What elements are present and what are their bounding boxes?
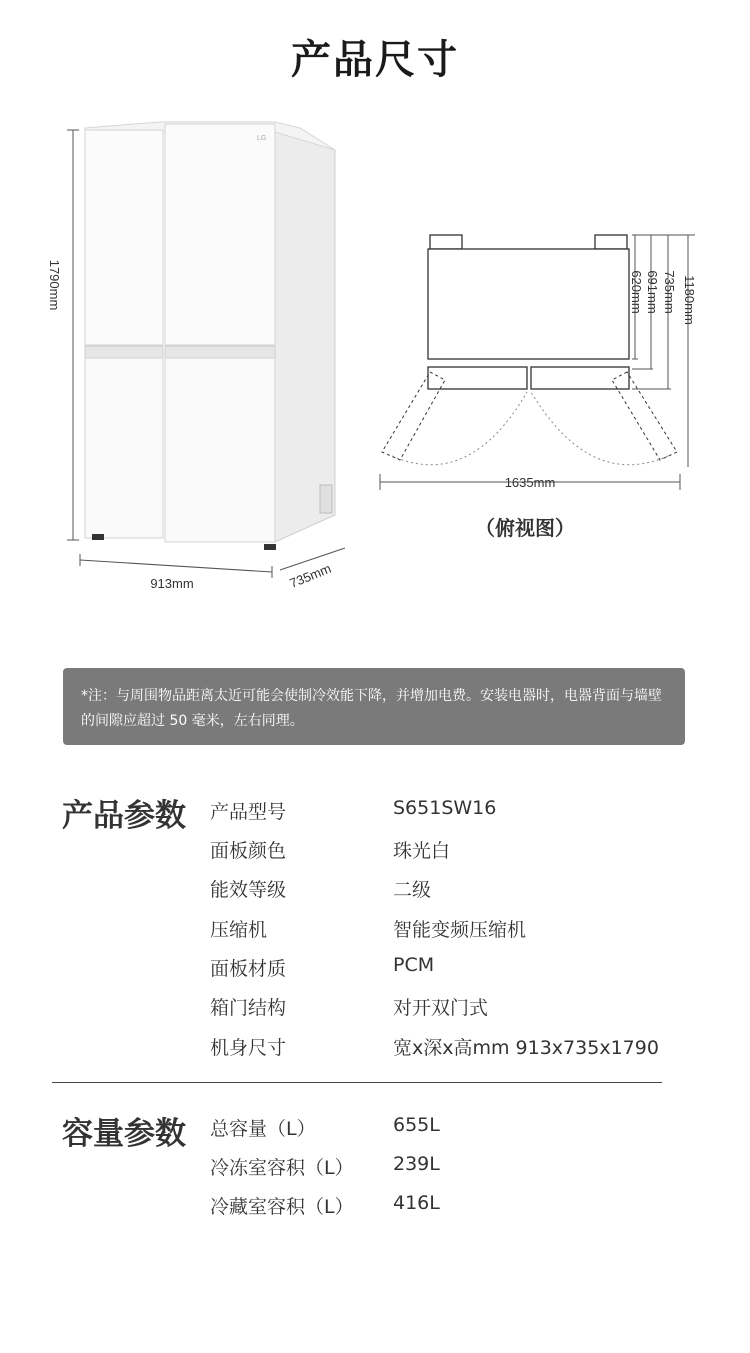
spec-value: 239L [393,1153,440,1175]
depth-label-691: 691mm [645,270,660,314]
spec-row [0,1192,750,1222]
spec-row [0,993,750,1023]
spec-value: 416L [393,1192,440,1214]
fridge-top-view-diagram [370,220,750,560]
spec-label: 冷藏室容积（L） [210,1196,354,1218]
spec-row [0,1033,750,1063]
installation-note: *注：与周围物品距离太近可能会使制冷效能下降，并增加电费。安装电器时，电器背面与墙壁的间隙应超过 50 毫米，左右同理。 [63,668,685,745]
spec-label: 产品型号 [210,801,287,823]
section-divider [52,1082,662,1083]
page-title: 产品尺寸 [291,37,459,83]
spec-label: 总容量（L） [210,1118,316,1140]
height-dimension-label: 1790mm [47,259,62,311]
spec-row [0,875,750,905]
spec-row [0,836,750,866]
depth-label-1180: 1180mm [682,275,697,325]
capacity-params-title: 容量参数 [62,1116,186,1152]
spec-value: 智能变频压缩机 [393,919,527,941]
spec-value: 宽x深x高mm 913x735x1790 [393,1037,659,1059]
spec-label: 能效等级 [210,879,287,901]
top-view-caption: （俯视图） [475,516,575,540]
spec-row [0,1153,750,1183]
spec-value: PCM [393,954,435,976]
width-dimension-label: 913mm [150,576,194,591]
spec-value: 655L [393,1114,440,1136]
spec-row [0,797,750,827]
svg-text:LG: LG [257,135,267,142]
spec-label: 机身尺寸 [210,1037,287,1059]
depth-label-620: 620mm [629,270,644,314]
fridge-front-illustration [0,110,360,610]
spec-row [0,1114,750,1144]
spec-label: 冷冻室容积（L） [210,1157,354,1179]
spec-row [0,954,750,984]
depth-label-735: 735mm [662,270,677,314]
spec-label: 箱门结构 [210,997,287,1019]
spec-value: 二级 [393,879,432,901]
spec-label: 面板材质 [210,958,287,980]
spec-label: 压缩机 [210,919,268,941]
spec-row [0,915,750,945]
product-params-title: 产品参数 [62,798,186,834]
top-view-width-label: 1635mm [504,475,556,490]
depth-dimension-label: 735mm [287,560,334,591]
spec-value: S651SW16 [393,797,497,819]
spec-value: 对开双门式 [393,997,489,1019]
spec-value: 珠光白 [393,840,451,862]
spec-label: 面板颜色 [210,840,287,862]
